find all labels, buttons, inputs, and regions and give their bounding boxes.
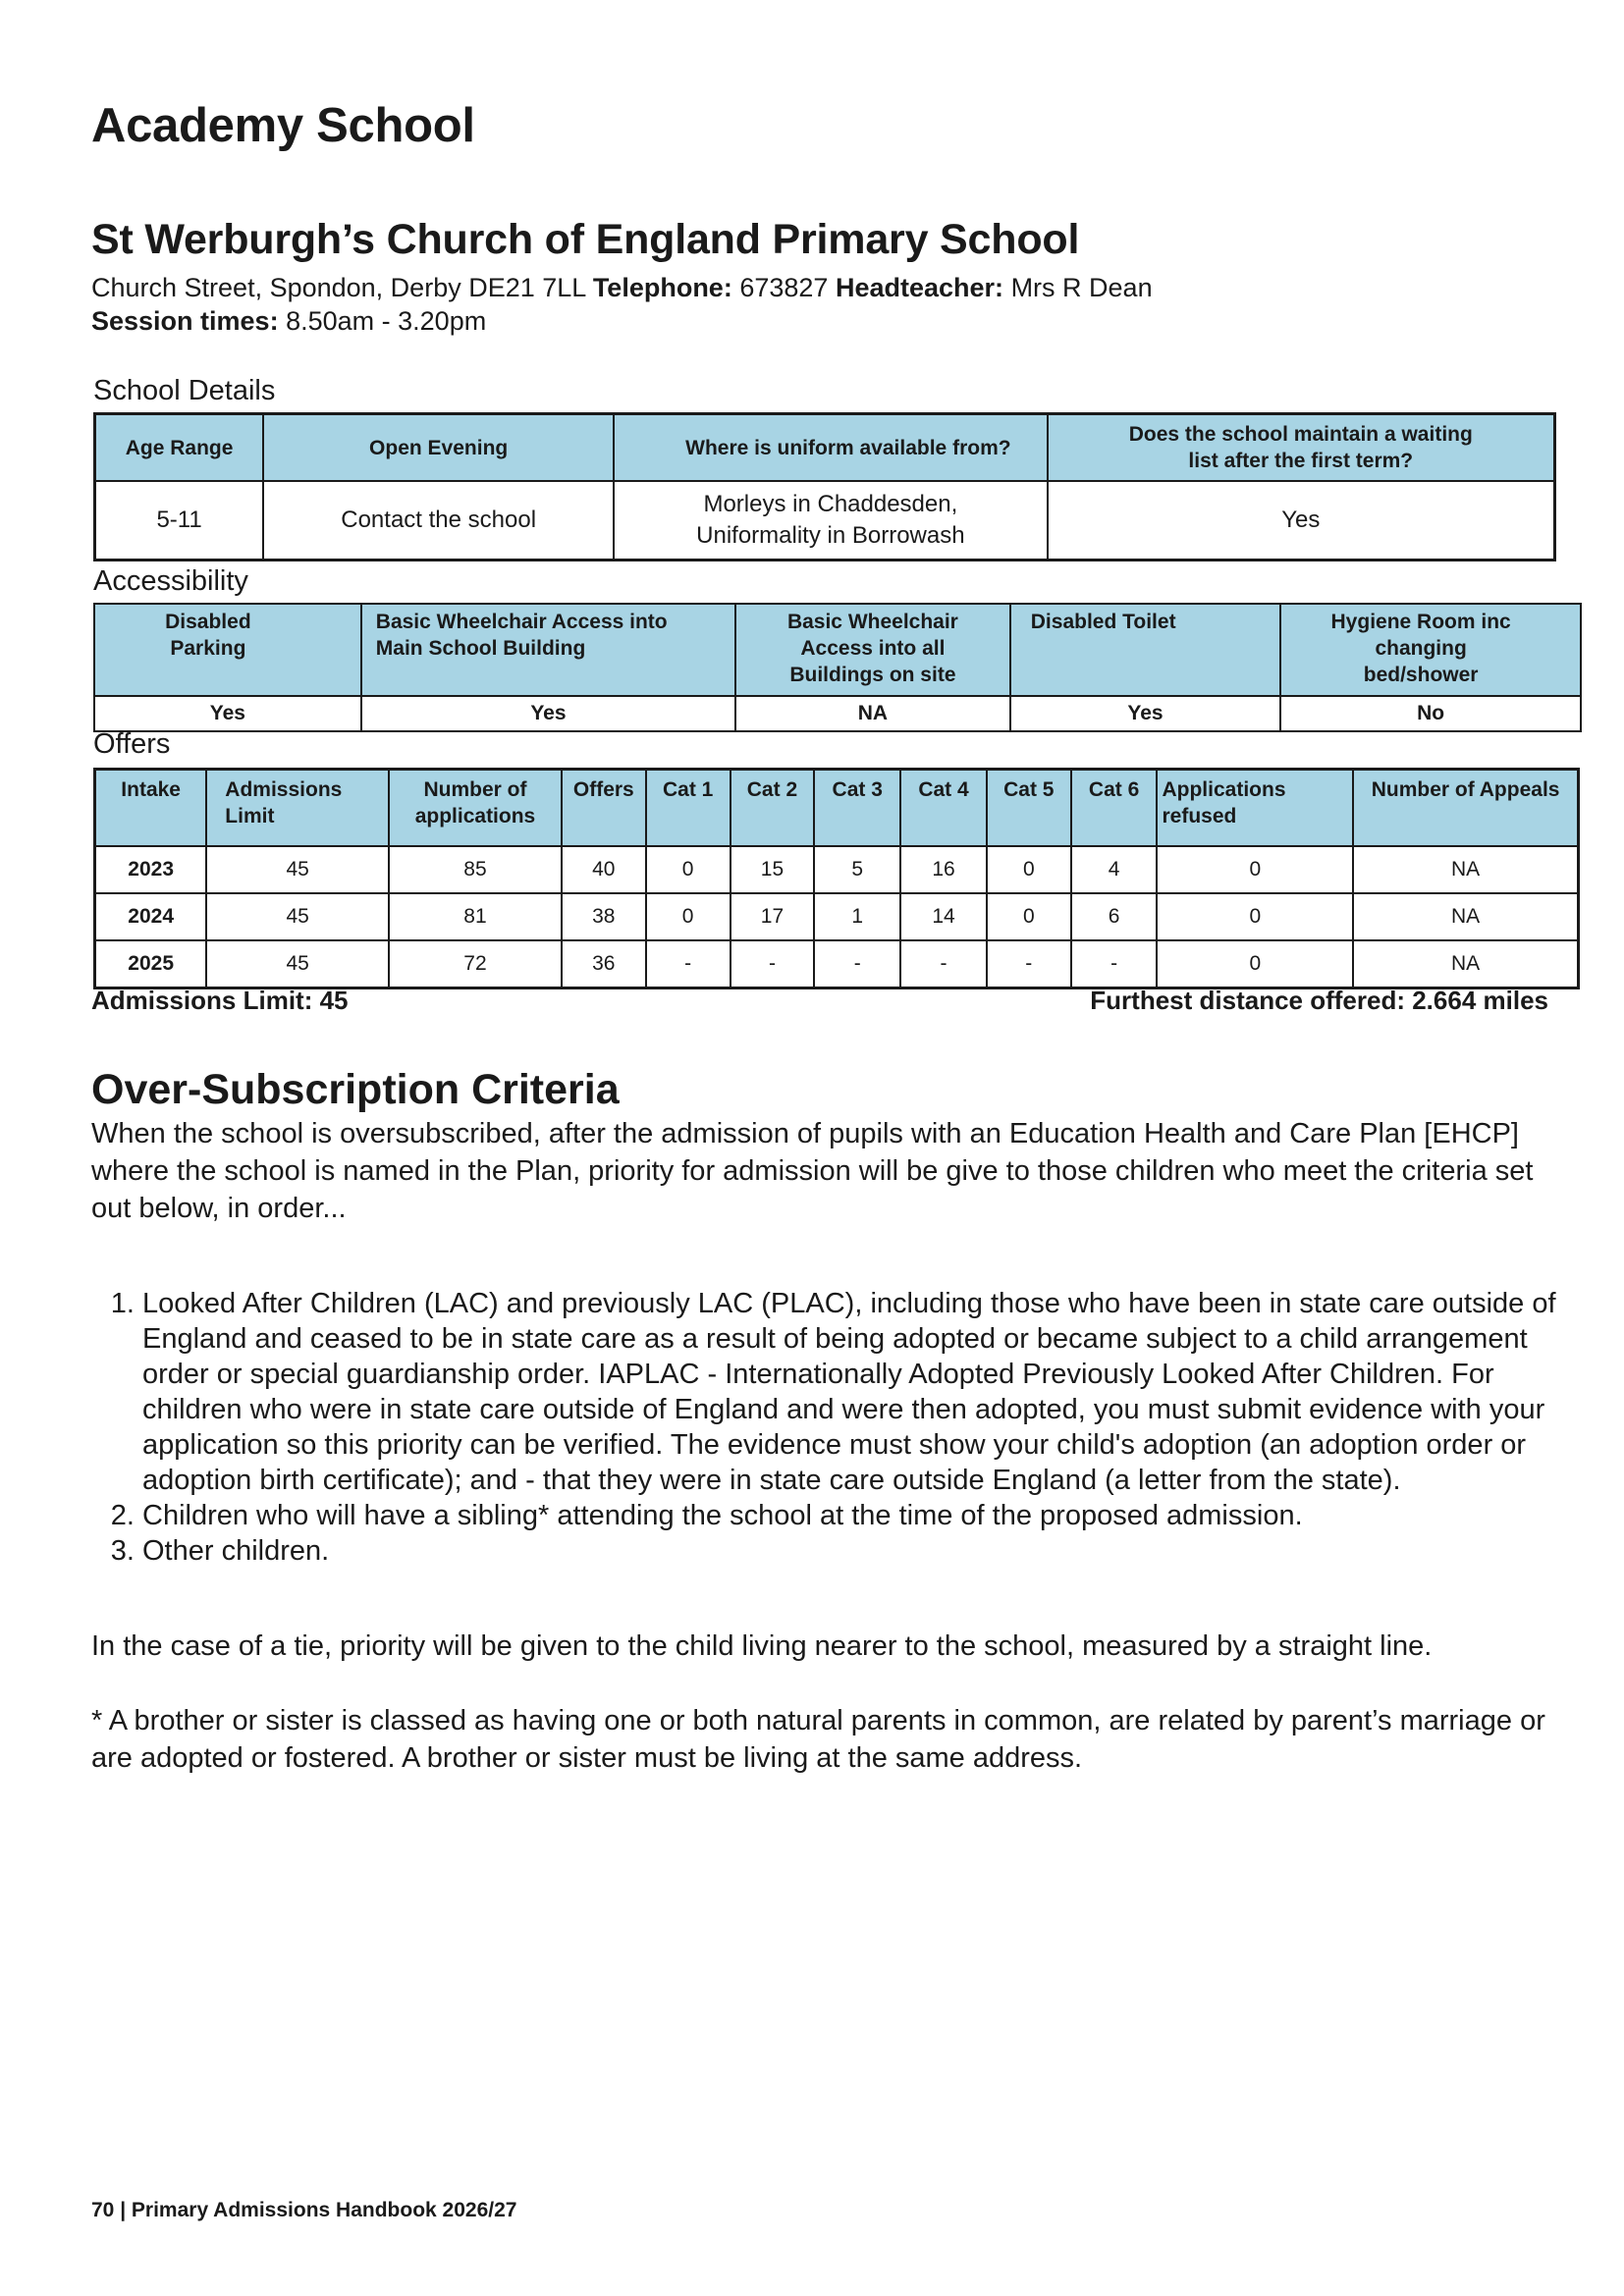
intake-year: 2025 xyxy=(95,940,207,988)
header-offers: Offers xyxy=(562,770,646,847)
criteria-intro: When the school is oversubscribed, after the admission of pupils with an Education Health and Care Plan [EHCP] where the school is named in the Plan, priority for admission will be give to those children who meet the criteria set out below, in order... xyxy=(91,1118,1534,1224)
cat-4: - xyxy=(900,940,987,988)
intake-year: 2023 xyxy=(95,846,207,893)
address-line xyxy=(91,271,1153,304)
school-details-label: School Details xyxy=(93,375,276,406)
cat-5: - xyxy=(987,940,1071,988)
cat-6: 4 xyxy=(1071,846,1158,893)
list-item: 3. Other children. xyxy=(142,1533,1576,1569)
session-times: 8.50am - 3.20pm xyxy=(286,306,487,336)
header-uniform: Where is uniform available from? xyxy=(614,414,1047,482)
furthest-distance: Furthest distance offered: 2.664 miles xyxy=(1090,986,1548,1015)
session-line xyxy=(91,304,1153,338)
header-cat-6: Cat 6 xyxy=(1071,770,1158,847)
page-footer: 70 | Primary Admissions Handbook 2026/27 xyxy=(91,2199,517,2221)
headteacher: Mrs R Dean xyxy=(1010,273,1153,302)
applications: 85 xyxy=(389,846,562,893)
header-admissions-limit: Admissions Limit xyxy=(206,770,389,847)
cat-1: 0 xyxy=(646,893,731,940)
tie-break-text: In the case of a tie, priority will be given to the child living nearer to the school, measured by a straight line. xyxy=(91,1630,1433,1662)
header-intake: Intake xyxy=(95,770,207,847)
session-label: Session times: xyxy=(91,306,279,336)
admissions-limit-summary: Admissions Limit: 45 xyxy=(91,986,349,1015)
criteria-list xyxy=(91,1286,1576,1569)
offers: 40 xyxy=(562,846,646,893)
header-age-range: Age Range xyxy=(95,414,264,482)
disabled-toilet: Yes xyxy=(1010,696,1280,731)
offers-table xyxy=(93,768,1580,989)
cat-6: 6 xyxy=(1071,893,1158,940)
cat-1: - xyxy=(646,940,731,988)
cat-3: 1 xyxy=(814,893,900,940)
age-range: 5-11 xyxy=(95,481,264,561)
header-cat-5: Cat 5 xyxy=(987,770,1071,847)
section-heading: Academy School xyxy=(91,99,475,152)
header-appeals: Number of Appeals xyxy=(1353,770,1578,847)
table-row xyxy=(94,696,1581,731)
appeals: NA xyxy=(1353,893,1578,940)
waiting-list: Yes xyxy=(1048,481,1555,561)
intake-year: 2024 xyxy=(95,893,207,940)
applications: 72 xyxy=(389,940,562,988)
list-item: 1. Looked After Children (LAC) and previously LAC (PLAC), including those who have been in state care outside of England and ceased to be in state care as a result of being adopted or became subject to a child arrangement order or special guardianship order. IAPLAC - Internationally Adopted Previously Looked After Children. For children who were in state care outside of England and were then adopted, you must submit evidence with your application so this priority can be verified. The evidence must show your child's adoption (an adoption order or adoption birth certificate); and - that they were in state care outside England (a letter from the state). xyxy=(142,1286,1576,1498)
cat-2: - xyxy=(731,940,815,988)
header-cat-2: Cat 2 xyxy=(731,770,815,847)
table-header-row xyxy=(94,604,1581,696)
cat-5: 0 xyxy=(987,846,1071,893)
headteacher-label: Headteacher: xyxy=(835,273,1004,302)
appeals: NA xyxy=(1353,846,1578,893)
school-contact xyxy=(91,271,1153,338)
header-open-evening: Open Evening xyxy=(263,414,614,482)
cat-4: 16 xyxy=(900,846,987,893)
offers-summary xyxy=(91,986,1548,1016)
address: Church Street, Spondon, Derby DE21 7LL xyxy=(91,273,586,302)
header-applications-refused: Applications refused xyxy=(1157,770,1353,847)
uniform-availability: Morleys in Chaddesden, Uniformality in Borrowash xyxy=(614,481,1047,561)
telephone-label: Telephone: xyxy=(592,273,732,302)
header-disabled-toilet: Disabled Toilet xyxy=(1010,604,1280,696)
admissions-limit: 45 xyxy=(206,940,389,988)
header-waiting-list: Does the school maintain a waiting list after the first term? xyxy=(1048,414,1555,482)
cat-2: 15 xyxy=(731,846,815,893)
cat-3: 5 xyxy=(814,846,900,893)
table-row xyxy=(95,481,1555,561)
school-details-table xyxy=(93,412,1556,561)
disabled-parking: Yes xyxy=(94,696,361,731)
cat-3: - xyxy=(814,940,900,988)
header-disabled-parking: Disabled Parking xyxy=(94,604,361,696)
admissions-limit: 45 xyxy=(206,846,389,893)
appeals: NA xyxy=(1353,940,1578,988)
header-cat-4: Cat 4 xyxy=(900,770,987,847)
applications: 81 xyxy=(389,893,562,940)
main-building-access: Yes xyxy=(361,696,735,731)
cat-1: 0 xyxy=(646,846,731,893)
cat-4: 14 xyxy=(900,893,987,940)
all-buildings-access: NA xyxy=(735,696,1010,731)
cat-6: - xyxy=(1071,940,1158,988)
table-row xyxy=(95,846,1579,893)
list-item: 2. Children who will have a sibling* attending the school at the time of the proposed admission. xyxy=(142,1498,1576,1533)
applications-refused: 0 xyxy=(1157,846,1353,893)
header-cat-3: Cat 3 xyxy=(814,770,900,847)
telephone: 673827 xyxy=(739,273,829,302)
applications-refused: 0 xyxy=(1157,940,1353,988)
open-evening: Contact the school xyxy=(263,481,614,561)
table-row xyxy=(95,940,1579,988)
sibling-note: * A brother or sister is classed as having one or both natural parents in common, are related by parent’s marriage or are adopted or fostered. A brother or sister must be living at the same address. xyxy=(91,1705,1545,1774)
offers: 36 xyxy=(562,940,646,988)
table-header-row xyxy=(95,414,1555,482)
table-row xyxy=(95,893,1579,940)
admissions-limit: 45 xyxy=(206,893,389,940)
accessibility-label: Accessibility xyxy=(93,565,248,597)
header-applications: Number of applications xyxy=(389,770,562,847)
table-header-row xyxy=(95,770,1579,847)
offers: 38 xyxy=(562,893,646,940)
cat-2: 17 xyxy=(731,893,815,940)
header-hygiene-room: Hygiene Room inc changing bed/shower xyxy=(1280,604,1581,696)
cat-5: 0 xyxy=(987,893,1071,940)
accessibility-table xyxy=(93,603,1582,732)
offers-label: Offers xyxy=(93,728,171,760)
applications-refused: 0 xyxy=(1157,893,1353,940)
header-main-building-access: Basic Wheelchair Access into Main School Building xyxy=(361,604,735,696)
criteria-title: Over-Subscription Criteria xyxy=(91,1066,620,1113)
school-name: St Werburgh’s Church of England Primary School xyxy=(91,216,1080,263)
header-cat-1: Cat 1 xyxy=(646,770,731,847)
hygiene-room: No xyxy=(1280,696,1581,731)
header-all-buildings-access: Basic Wheelchair Access into all Buildings on site xyxy=(735,604,1010,696)
